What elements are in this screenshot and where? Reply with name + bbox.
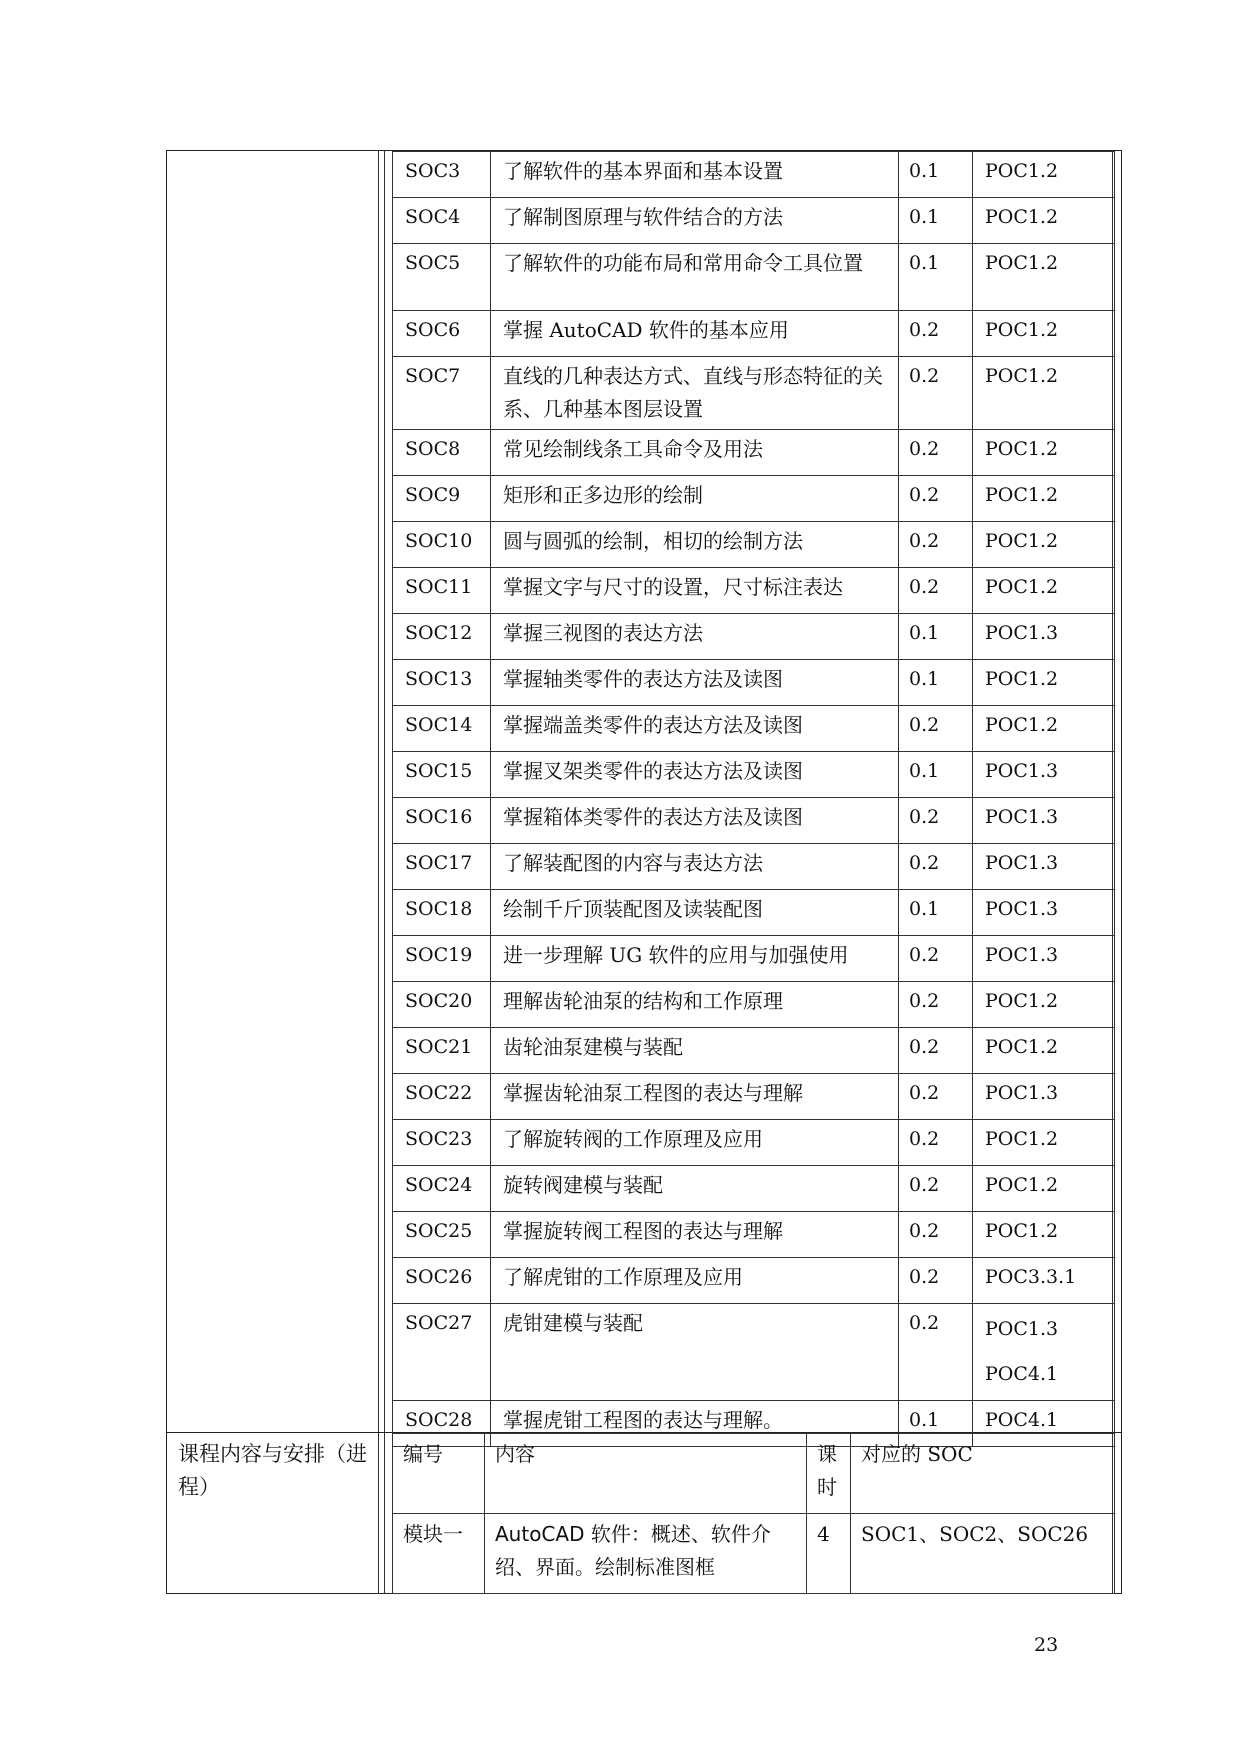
- soc-poc-line: POC1.3: [985, 1318, 1059, 1340]
- table-row: [393, 1212, 1115, 1258]
- module-soc: SOC1、SOC2、SOC26: [851, 1514, 1115, 1594]
- table-row: [393, 706, 1115, 752]
- soc-desc: 理解齿轮油泵的结构和工作原理: [491, 982, 899, 1028]
- soc-weight: 0.2: [899, 706, 973, 752]
- soc-weight: 0.1: [899, 614, 973, 660]
- soc-code: SOC14: [393, 706, 491, 752]
- table-header-row: [393, 1434, 1115, 1514]
- table-row: [393, 568, 1115, 614]
- soc-poc: POC1.2: [973, 357, 1115, 430]
- soc-poc: POC1.2: [973, 706, 1115, 752]
- module-content-rest: 软件：概述、软件介绍、界面。绘制标准图框: [495, 1522, 771, 1579]
- table-row: [393, 152, 1115, 198]
- table-row: [393, 1166, 1115, 1212]
- soc-desc: 掌握旋转阀工程图的表达与理解: [491, 1212, 899, 1258]
- soc-poc: POC1.2: [973, 476, 1115, 522]
- soc-desc: 齿轮油泵建模与装配: [491, 1028, 899, 1074]
- soc-poc: POC1.2: [973, 244, 1115, 311]
- soc-code: SOC10: [393, 522, 491, 568]
- table-row: [393, 982, 1115, 1028]
- soc-weight: 0.2: [899, 1166, 973, 1212]
- soc-poc: POC1.2: [973, 1166, 1115, 1212]
- soc-desc: 了解虎钳的工作原理及应用: [491, 1258, 899, 1304]
- table-row: [393, 1028, 1115, 1074]
- table-row: [393, 476, 1115, 522]
- soc-weight: 0.1: [899, 1401, 973, 1447]
- soc-poc: POC1.2: [973, 1212, 1115, 1258]
- soc-weight: 0.1: [899, 890, 973, 936]
- module-hours: 4: [807, 1514, 851, 1594]
- soc-poc: POC1.2: [973, 1028, 1115, 1074]
- soc-code: SOC5: [393, 244, 491, 311]
- soc-code: SOC3: [393, 152, 491, 198]
- soc-desc: 虎钳建模与装配: [491, 1304, 899, 1401]
- table-row: [393, 936, 1115, 982]
- soc-poc: POC1.3: [973, 798, 1115, 844]
- soc-weight: 0.1: [899, 152, 973, 198]
- soc-weight: 0.2: [899, 936, 973, 982]
- soc-poc: POC1.2: [973, 311, 1115, 357]
- soc-code: SOC22: [393, 1074, 491, 1120]
- soc-code: SOC21: [393, 1028, 491, 1074]
- soc-desc: 掌握箱体类零件的表达方法及读图: [491, 798, 899, 844]
- soc-code: SOC15: [393, 752, 491, 798]
- soc-poc: POC1.2: [973, 430, 1115, 476]
- table-row: [393, 430, 1115, 476]
- header-content: 内容: [485, 1434, 807, 1514]
- table-row: [393, 844, 1115, 890]
- header-soc: 对应的 SOC: [851, 1434, 1115, 1514]
- column-divider: [378, 150, 379, 1594]
- table-row: [393, 357, 1115, 430]
- module-id: 模块一: [393, 1514, 485, 1594]
- soc-desc: 矩形和正多边形的绘制: [491, 476, 899, 522]
- header-id: 编号: [393, 1434, 485, 1514]
- soc-weight: 0.2: [899, 476, 973, 522]
- table-row: [393, 1258, 1115, 1304]
- module-content: [485, 1514, 807, 1594]
- table-row: [393, 198, 1115, 244]
- soc-code: SOC23: [393, 1120, 491, 1166]
- soc-table: [392, 151, 1115, 1447]
- soc-desc: 了解软件的基本界面和基本设置: [491, 152, 899, 198]
- soc-code: SOC20: [393, 982, 491, 1028]
- soc-desc: 掌握端盖类零件的表达方法及读图: [491, 706, 899, 752]
- table-row: [393, 1514, 1115, 1594]
- soc-poc: [973, 1304, 1115, 1401]
- soc-weight: 0.2: [899, 1028, 973, 1074]
- soc-poc: POC1.2: [973, 198, 1115, 244]
- table-row: [393, 244, 1115, 311]
- soc-weight: 0.1: [899, 752, 973, 798]
- table-row: [393, 614, 1115, 660]
- soc-poc: POC1.2: [973, 522, 1115, 568]
- soc-weight: 0.2: [899, 798, 973, 844]
- soc-weight: 0.2: [899, 1212, 973, 1258]
- soc-weight: 0.1: [899, 244, 973, 311]
- soc-weight: 0.2: [899, 311, 973, 357]
- table-row: [393, 1074, 1115, 1120]
- section-label: 课程内容与安排（进程）: [178, 1442, 367, 1499]
- soc-desc: 掌握文字与尺寸的设置，尺寸标注表达: [491, 568, 899, 614]
- soc-weight: 0.2: [899, 844, 973, 890]
- soc-weight: 0.2: [899, 522, 973, 568]
- soc-weight: 0.2: [899, 357, 973, 430]
- soc-code: SOC18: [393, 890, 491, 936]
- table-row: [393, 660, 1115, 706]
- soc-desc: 掌握虎钳工程图的表达与理解。: [491, 1401, 899, 1447]
- soc-desc: 了解旋转阀的工作原理及应用: [491, 1120, 899, 1166]
- soc-weight: 0.1: [899, 660, 973, 706]
- soc-poc: POC1.2: [973, 660, 1115, 706]
- table-row: [393, 522, 1115, 568]
- soc-weight: 0.2: [899, 982, 973, 1028]
- soc-code: SOC19: [393, 936, 491, 982]
- table-row: [393, 1120, 1115, 1166]
- soc-desc: 掌握 AutoCAD 软件的基本应用: [491, 311, 899, 357]
- soc-weight: 0.2: [899, 1304, 973, 1401]
- soc-desc: 掌握三视图的表达方法: [491, 614, 899, 660]
- column-divider: [384, 150, 385, 1594]
- soc-desc: 了解装配图的内容与表达方法: [491, 844, 899, 890]
- soc-code: SOC27: [393, 1304, 491, 1401]
- table-row: [393, 890, 1115, 936]
- soc-weight: 0.1: [899, 198, 973, 244]
- soc-desc: 常见绘制线条工具命令及用法: [491, 430, 899, 476]
- soc-weight: 0.2: [899, 1258, 973, 1304]
- soc-code: SOC4: [393, 198, 491, 244]
- soc-code: SOC26: [393, 1258, 491, 1304]
- soc-weight: 0.2: [899, 1074, 973, 1120]
- schedule-table: [392, 1433, 1115, 1594]
- soc-code: SOC16: [393, 798, 491, 844]
- soc-poc: POC1.2: [973, 1120, 1115, 1166]
- table-row: [393, 798, 1115, 844]
- soc-poc: POC1.3: [973, 752, 1115, 798]
- soc-desc: 掌握轴类零件的表达方法及读图: [491, 660, 899, 706]
- soc-code: SOC12: [393, 614, 491, 660]
- soc-weight: 0.2: [899, 430, 973, 476]
- table-row: [393, 311, 1115, 357]
- soc-desc: 直线的几种表达方式、直线与形态特征的关系、几种基本图层设置: [491, 357, 899, 430]
- soc-poc: POC1.3: [973, 1074, 1115, 1120]
- soc-code: SOC17: [393, 844, 491, 890]
- soc-poc: POC1.3: [973, 844, 1115, 890]
- soc-poc: POC4.1: [973, 1401, 1115, 1447]
- page-number: 23: [1034, 1634, 1059, 1656]
- soc-code: SOC28: [393, 1401, 491, 1447]
- soc-desc: 了解软件的功能布局和常用命令工具位置: [491, 244, 899, 311]
- soc-weight: 0.2: [899, 568, 973, 614]
- soc-code: SOC25: [393, 1212, 491, 1258]
- soc-poc: POC3.3.1: [973, 1258, 1115, 1304]
- soc-poc: POC1.3: [973, 936, 1115, 982]
- soc-desc: 掌握叉架类零件的表达方法及读图: [491, 752, 899, 798]
- soc-poc: POC1.2: [973, 982, 1115, 1028]
- soc-code: SOC13: [393, 660, 491, 706]
- soc-poc: POC1.3: [973, 890, 1115, 936]
- soc-desc: 掌握齿轮油泵工程图的表达与理解: [491, 1074, 899, 1120]
- header-hours: 课时: [807, 1434, 851, 1514]
- soc-poc: POC1.2: [973, 152, 1115, 198]
- soc-desc: 了解制图原理与软件结合的方法: [491, 198, 899, 244]
- table-row: [393, 752, 1115, 798]
- soc-desc: 绘制千斤顶装配图及读装配图: [491, 890, 899, 936]
- soc-weight: 0.2: [899, 1120, 973, 1166]
- soc-code: SOC6: [393, 311, 491, 357]
- module-content-lead: AutoCAD: [495, 1522, 585, 1546]
- soc-code: SOC11: [393, 568, 491, 614]
- soc-desc: 进一步理解 UG 软件的应用与加强使用: [491, 936, 899, 982]
- soc-code: SOC9: [393, 476, 491, 522]
- soc-code: SOC24: [393, 1166, 491, 1212]
- soc-poc: POC1.3: [973, 614, 1115, 660]
- soc-poc: POC1.2: [973, 568, 1115, 614]
- table-row: [393, 1304, 1115, 1401]
- soc-code: SOC8: [393, 430, 491, 476]
- soc-code: SOC7: [393, 357, 491, 430]
- soc-poc-line: POC4.1: [985, 1363, 1059, 1385]
- soc-desc: 圆与圆弧的绘制，相切的绘制方法: [491, 522, 899, 568]
- soc-desc: 旋转阀建模与装配: [491, 1166, 899, 1212]
